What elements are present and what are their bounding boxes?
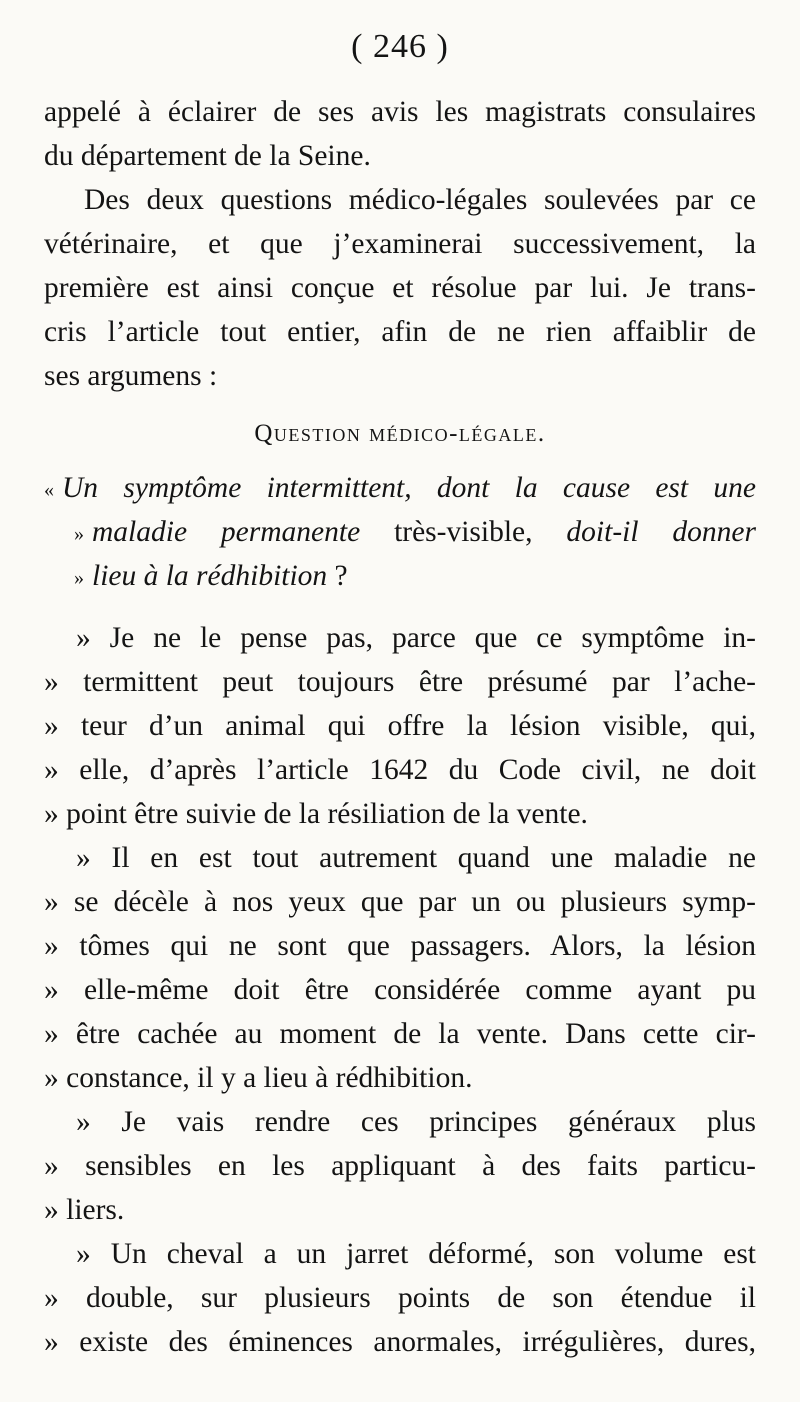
text-line: » sensibles en les appliquant à des faits particu-: [44, 1150, 756, 1182]
text-line: » point être suivie de la résiliation de la vente.: [44, 798, 588, 830]
text-line: vétérinaire, et que j’examinerai successivement, la: [44, 228, 756, 260]
text-line: appelé à éclairer de ses avis les magistrats consulaires: [44, 96, 756, 128]
question-text: très-visible,: [360, 516, 567, 548]
text-line: » Il en est tout autrement quand une maladie ne: [76, 842, 756, 874]
question-line: [44, 466, 756, 512]
question-line: [74, 510, 756, 556]
text-line: » teur d’un animal qui offre la lésion visible, qui,: [44, 710, 756, 742]
text-line: » constance, il y a lieu à rédhibition.: [44, 1062, 473, 1094]
text-line: » être cachée au moment de la vente. Dans cette cir-: [44, 1018, 756, 1050]
question-text: doit-il donner: [566, 516, 756, 548]
question-text: lieu à la rédhibition: [92, 560, 328, 592]
quote-mark: »: [74, 567, 84, 590]
text-line: cris l’article tout entier, afin de ne rien affaiblir de: [44, 316, 756, 348]
quote-mark: »: [74, 523, 84, 546]
text-line: » se décèle à nos yeux que par un ou plusieurs symp-: [44, 886, 756, 918]
question-line: [74, 554, 756, 600]
text-line: Des deux questions médico-légales soulevées par ce: [84, 184, 756, 216]
text-line: » termittent peut toujours être présumé par l’ache-: [44, 666, 756, 698]
text-line: du département de la Seine.: [44, 140, 371, 172]
text-line: » tômes qui ne sont que passagers. Alors, la lésion: [44, 930, 756, 962]
text-line: » liers.: [44, 1194, 125, 1226]
text-line: » double, sur plusieurs points de son étendue il: [44, 1282, 756, 1314]
text-line: » Je vais rendre ces principes généraux plus: [76, 1106, 756, 1138]
question-text: Un symptôme intermittent, dont la cause est une: [62, 472, 756, 504]
question-text: ?: [327, 560, 348, 592]
text-line: ses argumens :: [44, 360, 218, 392]
text-line: première est ainsi conçue et résolue par lui. Je trans-: [44, 272, 756, 304]
text-line: » Un cheval a un jarret déformé, son volume est: [76, 1238, 756, 1270]
text-line: » Je ne le pense pas, parce que ce symptôme in-: [76, 622, 756, 654]
quote-mark: «: [44, 479, 54, 502]
text-line: » existe des éminences anormales, irrégulières, dures,: [44, 1326, 756, 1358]
question-text: maladie permanente: [92, 516, 361, 548]
section-heading: Question médico-légale.: [254, 420, 546, 447]
text-line: » elle, d’après l’article 1642 du Code civil, ne doit: [44, 754, 756, 786]
page-number: ( 246 ): [351, 28, 449, 65]
text-line: » elle-même doit être considérée comme ayant pu: [44, 974, 756, 1006]
